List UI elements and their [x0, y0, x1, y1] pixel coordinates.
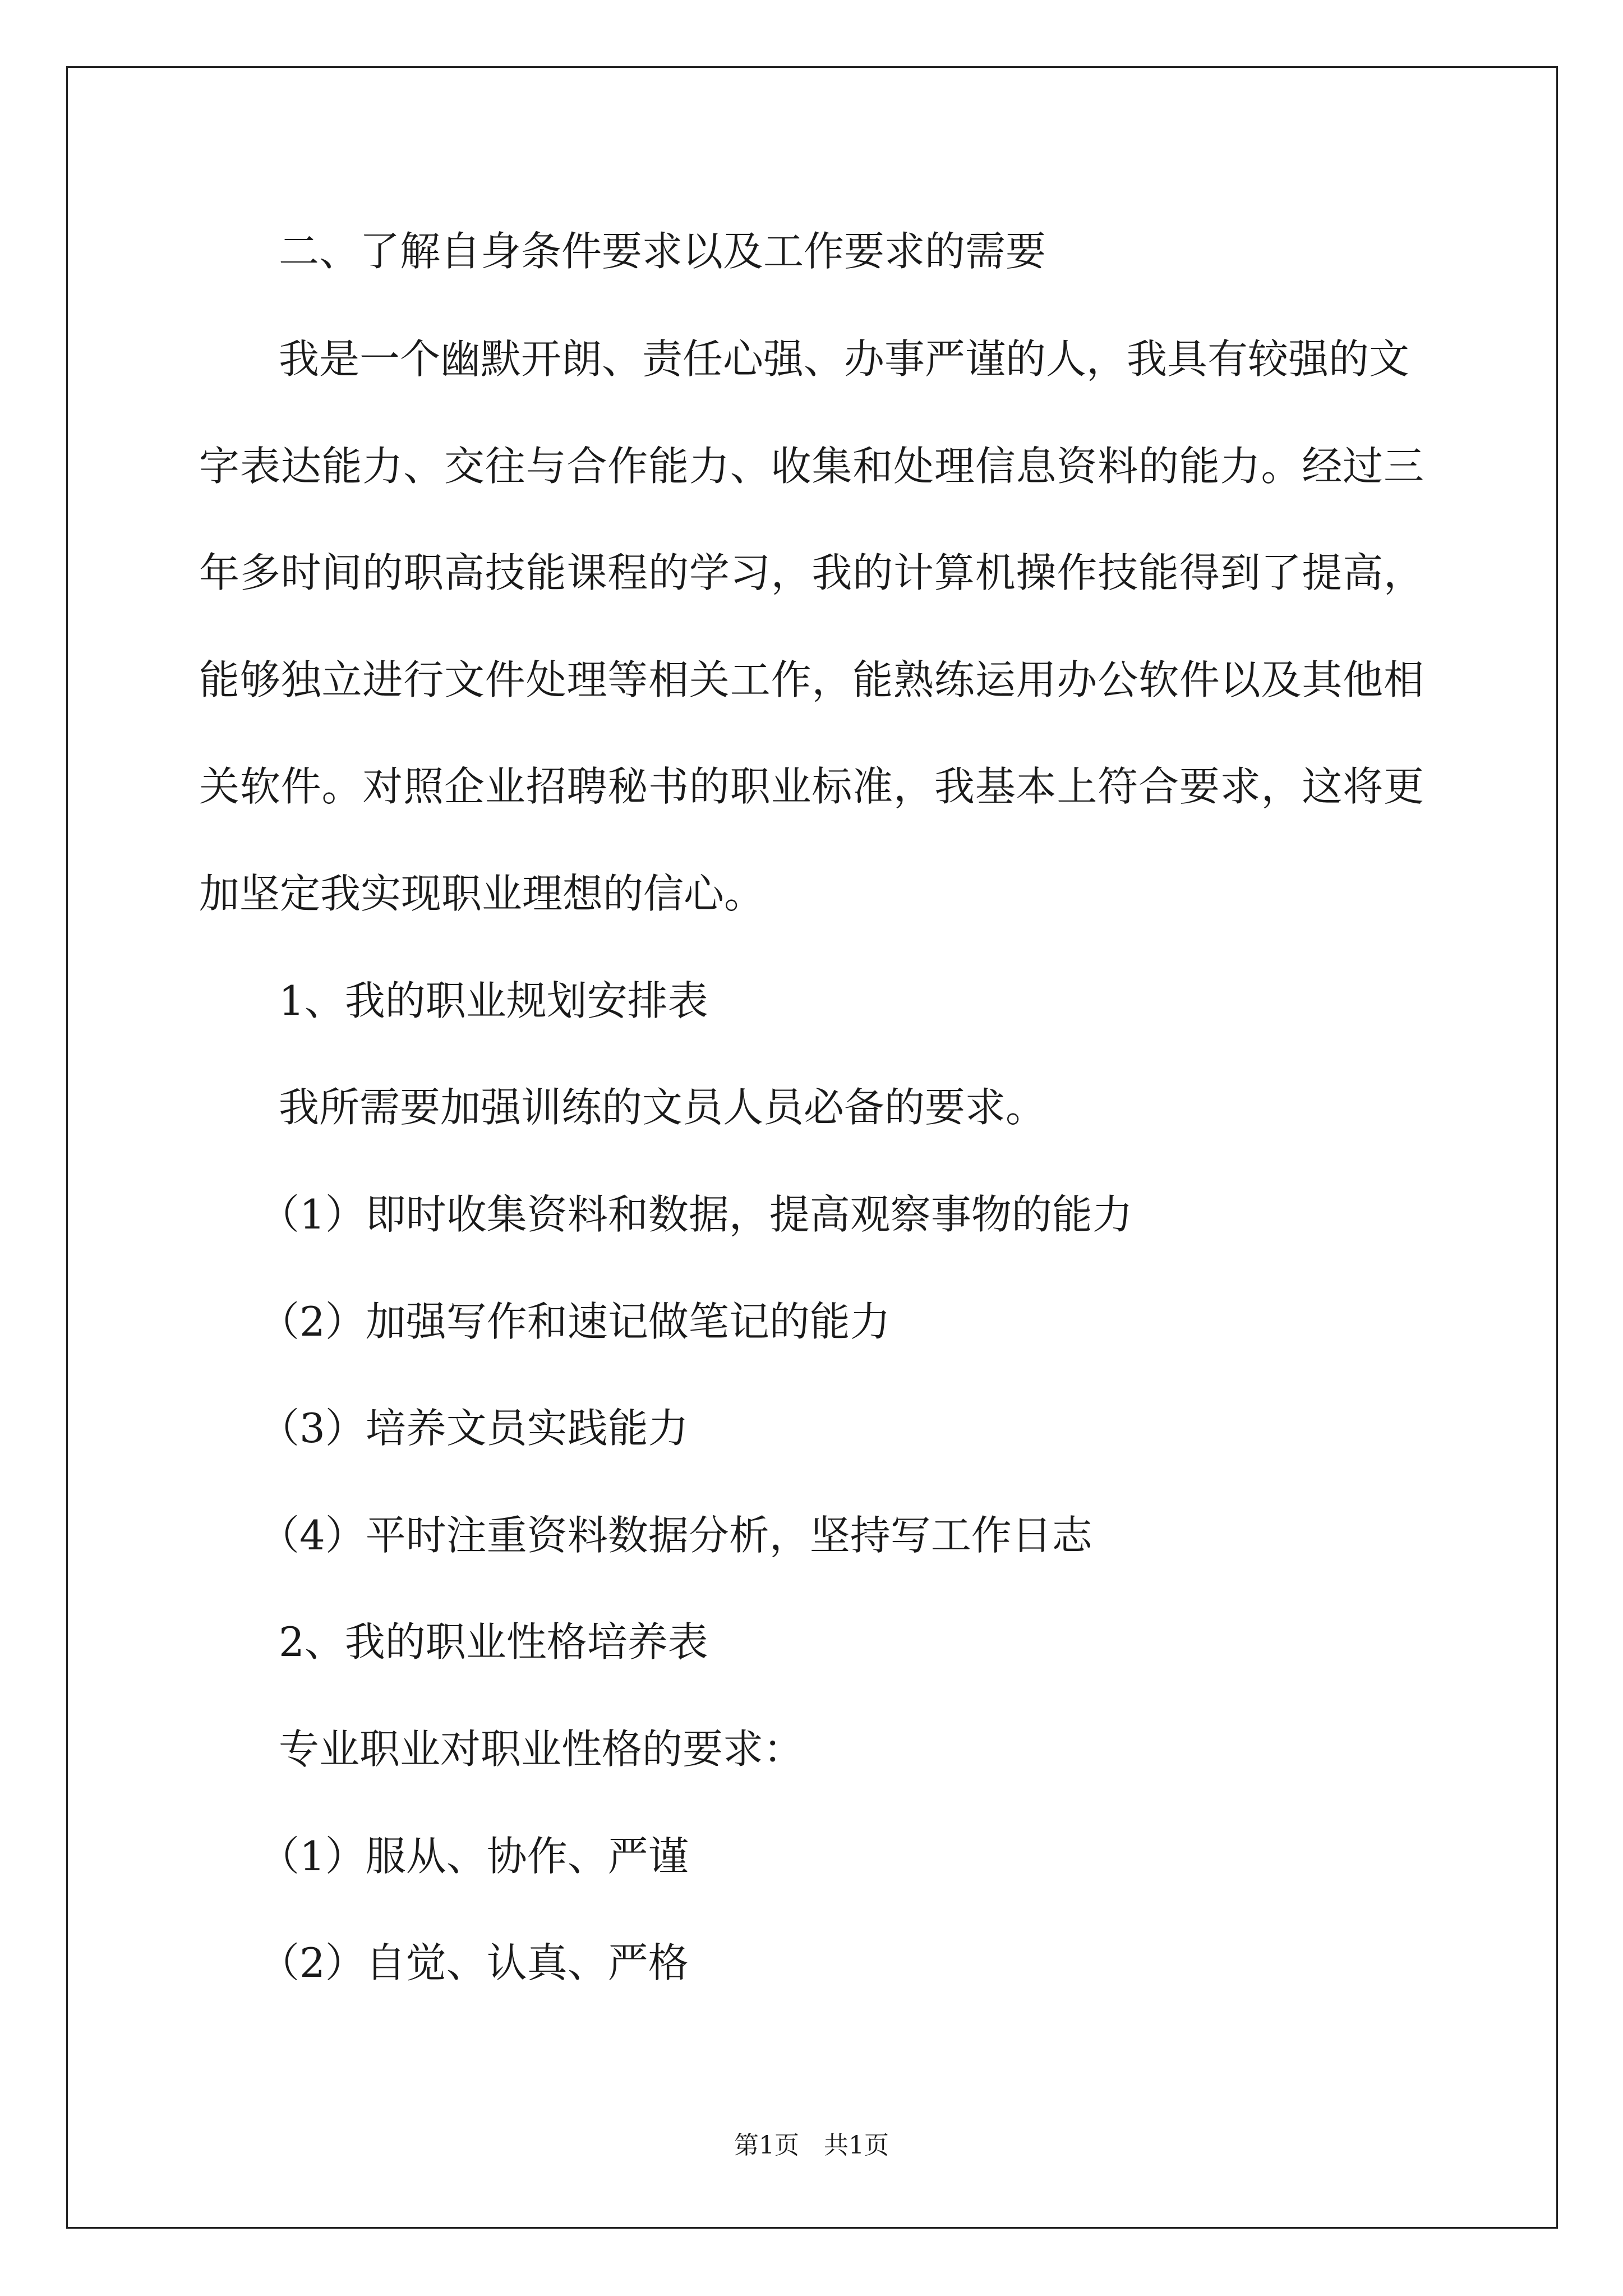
- paragraph-line-2: 字表达能力、交往与合作能力、收集和处理信息资料的能力。经过三: [199, 443, 1424, 490]
- section-1-title: 1、我的职业规划安排表: [279, 977, 708, 1024]
- section-2-item-2: （2）自觉、认真、严格: [259, 1939, 689, 1986]
- page-footer: 第1页 共1页: [734, 2131, 889, 2160]
- paragraph-line-5: 关软件。对照企业招聘秘书的职业标准，我基本上符合要求，这将更: [199, 763, 1424, 810]
- section-1-item-4: （4）平时注重资料数据分析，坚持写工作日志: [259, 1512, 1092, 1559]
- section-1-item-2: （2）加强写作和速记做笔记的能力: [259, 1298, 891, 1345]
- section-1-item-3: （3）培养文员实践能力: [259, 1405, 689, 1452]
- section-1-intro: 我所需要加强训练的文员人员必备的要求。: [279, 1084, 1046, 1131]
- paragraph-line-4: 能够独立进行文件处理等相关工作，能熟练运用办公软件以及其他相: [199, 656, 1424, 703]
- paragraph-line-3: 年多时间的职高技能课程的学习，我的计算机操作技能得到了提高，: [199, 549, 1424, 596]
- page-border: [66, 66, 1558, 2229]
- heading-2: 二、了解自身条件要求以及工作要求的需要: [279, 228, 1046, 275]
- section-2-intro: 专业职业对职业性格的要求：: [279, 1726, 804, 1773]
- section-2-title: 2、我的职业性格培养表: [279, 1618, 708, 1665]
- section-1-item-1: （1）即时收集资料和数据，提高观察事物的能力: [259, 1191, 1133, 1238]
- section-2-item-1: （1）服从、协作、严谨: [259, 1833, 689, 1880]
- paragraph-line-1: 我是一个幽默开朗、责任心强、办事严谨的人，我具有较强的文: [279, 335, 1410, 383]
- paragraph-line-6: 加坚定我实现职业理想的信心。: [199, 870, 765, 917]
